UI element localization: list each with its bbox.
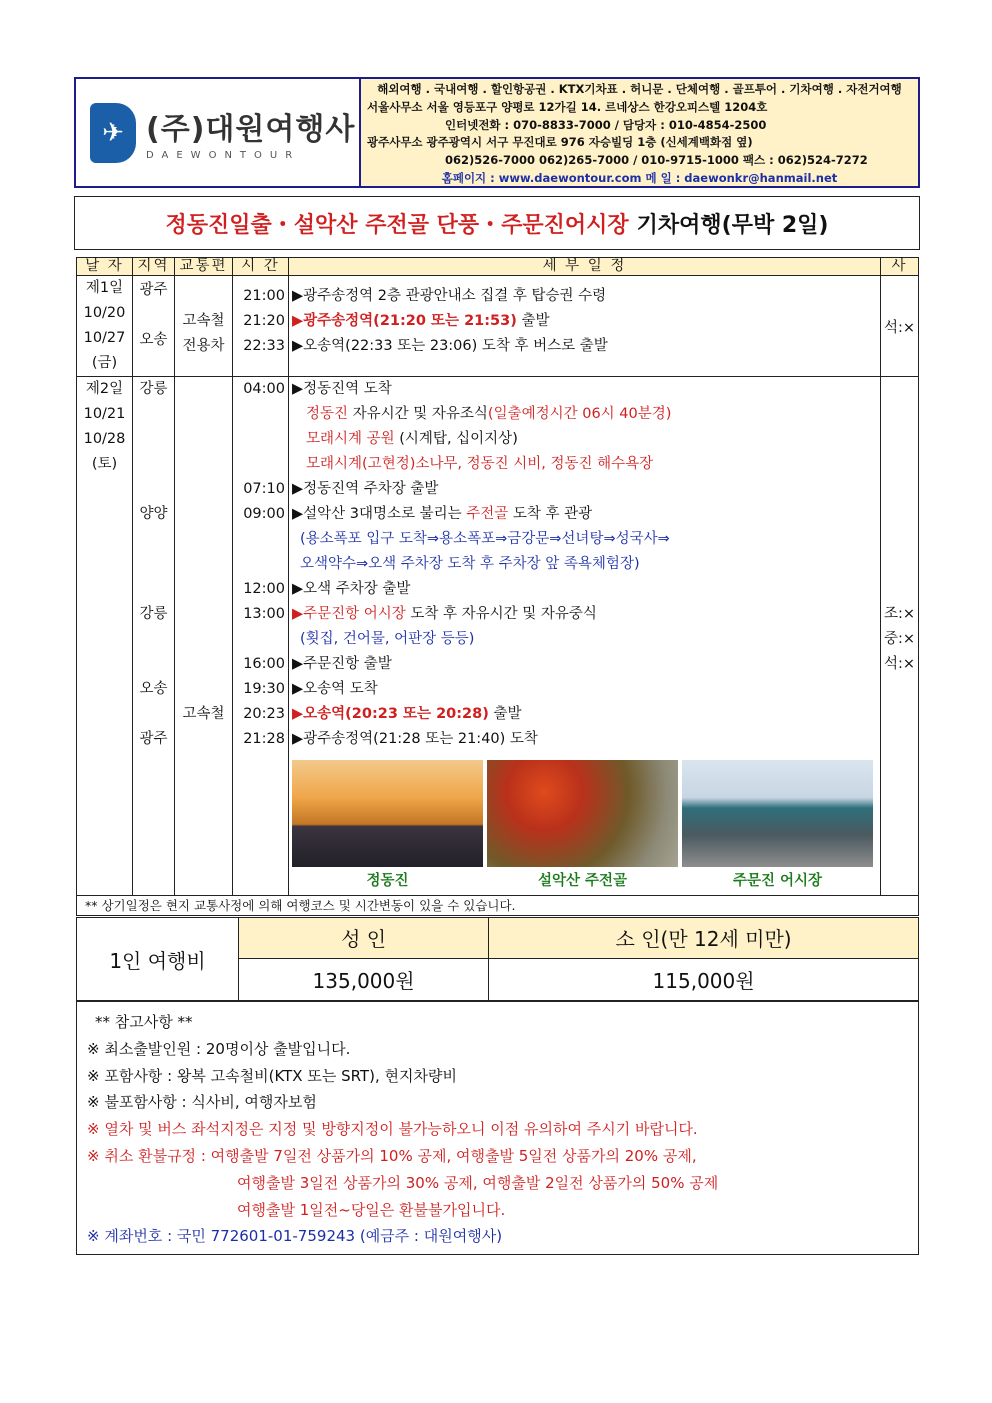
day2-date-cell: 제2일 10/21 10/28 (토) [77,377,133,896]
header-region: 지역 [133,258,175,276]
seoul-phone: 인터넷전화 : 070-8833-7000 / 담당자 : 010-4854-2500 [445,117,767,132]
header-transport: 교통편 [175,258,233,276]
note-included: ※ 포함사항 : 왕복 고속철비(KTX 또는 SRT), 현지차량비 [87,1066,457,1085]
day2-time-cell: 04:00 07:10 09:00 12:00 13:00 16:00 19:30 20:23 21:28 [233,377,289,896]
title-sub: 기차여행(무박 2일) [636,212,829,238]
price-label: 1인 여행비 [77,918,239,1002]
header-day: 날 자 [77,258,133,276]
day2-meal-cell: 조:× 중:× 석:× [881,377,919,896]
gwangju-phone: 062)526-7000 062)265-7000 / 010-9715-1000 팩스 : 062)524-7272 [445,153,868,168]
logo [76,79,361,186]
adult-label: 성 인 [239,918,489,959]
header-time: 시 간 [233,258,289,276]
company-name: (주)대원여행사 [146,112,356,147]
day1-transport-cell: 고속철 전용차 [175,276,233,377]
photo-jeongdongjin: 정동진 [292,760,483,895]
schedule-table [76,257,919,916]
day1-region-cell: 광주 오송 [133,276,175,377]
company-header [74,77,920,188]
note-min: ※ 최소출발인원 : 20명이상 출발입니다. [87,1039,351,1058]
notes-header: ** 참고사항 ** [95,1013,193,1031]
day1-row [77,276,919,377]
note-seat: ※ 열차 및 버스 좌석지정은 지정 및 방향지정이 불가능하오니 이점 유의하여 주시기 바랍니다. [87,1120,698,1139]
price-table [76,917,919,1002]
fish-market-photo [682,760,873,867]
sunrise-photo [292,760,483,867]
notes-box [76,1000,919,1255]
day2-region-cell: 강릉 양양 강릉 오송 광주 [133,377,175,896]
day2-detail-cell: ▶정동진역 도착 정동진 자유시간 및 자유조식(일출예정시간 06시 40분경) 모래시계 공원 (시계탑, 십이지상) 모래시계(고현정)소나무, 정동진 시비, 정동진 해수욕장 ▶정동진역 주차장 출발 ▶설악산 3대명소로 불리는 주전골 도착 후 관광 (용소폭포 입구 도착⇒용소폭포⇒금강문⇒선녀탕⇒성국사⇒ 오색약수⇒오색 주차장 도착 후 주차장 앞 족욕체험장) ▶오색 주차장 출발 ▶주문진항 어시장 도착 후 자유시간 및 자유중식 (횟집, 건어물, 어판장 등등) ▶주문진항 출발 ▶오송역 도착 ▶오송역(20:23 또는 20:28) 출발 ▶광주송정역(21:28 또는 21:40) 도착 정동진 설악산 주전골 주문진 어시장 [289,377,881,896]
seoul-office: 서울사무소 서울 영등포구 양평로 12가길 14. 르네상스 한강오피스텔 1204호 [367,99,768,114]
note-refund-2: 여행출발 3일전 상품가의 30% 공제, 여행출발 2일전 상품가의 50% 공제 [237,1173,719,1192]
photo-jumunjin: 주문진 어시장 [682,760,873,895]
child-label: 소 인(만 12세 미만) [489,918,919,959]
web-contact[interactable]: 홈페이지 : www.daewontour.com 메 일 : daewonkr@hanmail.net [441,170,838,185]
autumn-valley-photo [487,760,678,867]
header-detail: 세 부 일 정 [289,258,881,276]
table-header-row [77,258,919,276]
gwangju-office: 광주사무소 광주광역시 서구 무진대로 976 자승빌딩 1층 (신세계백화점 옆) [367,135,753,150]
header-meal: 사 [881,258,919,276]
note-refund-1: ※ 취소 환불규정 : 여행출발 7일전 상품가의 10% 공제, 여행출발 5일전 상품가의 20% 공제, [87,1146,697,1165]
day1-time-cell: 21:00 21:20 22:33 [233,276,289,377]
day1-date-cell: 제1일 10/20 10/27 (금) [77,276,133,377]
note-account: ※ 계좌번호 : 국민 772601-01-759243 (예금주 : 대원여행사) [87,1227,503,1246]
day1-meal-cell: 석:× [881,276,919,377]
title-main: 정동진일출・설악산 주전골 단풍・주문진어시장 [165,212,629,238]
services: 해외여행 . 국내여행 . 할인항공권 . KTX기차표 . 허니문 . 단체여행 . 골프투어 . 기차여행 . 자전거여행 [377,82,902,96]
airplane-logo-icon: ✈ [90,103,136,163]
schedule-note: ** 상기일정은 현지 교통사정에 의해 여행코스 및 시간변동이 있을 수 있습니다. [77,896,919,916]
note-refund-3: 여행출발 1일전~당일은 환불불가입니다. [237,1200,506,1219]
day1-detail-cell: ▶광주송정역 2층 관광안내소 집결 후 탑승권 수령 ▶광주송정역(21:20 또는 21:53) 출발 ▶오송역(22:33 또는 23:06) 도착 후 버스로 출발 [289,276,881,377]
company-name-en: DAEWONTOUR [146,150,301,161]
day2-row [77,377,919,896]
schedule-note-row [77,896,919,916]
note-excluded: ※ 불포함사항 : 식사비, 여행자보험 [87,1093,317,1112]
page-title [74,196,920,250]
day2-transport-cell: 고속철 [175,377,233,896]
photo-jujeongol: 설악산 주전골 [487,760,678,895]
photo-strip [292,760,880,895]
adult-price: 135,000원 [239,958,489,1001]
company-info [361,79,918,186]
child-price: 115,000원 [489,958,919,1001]
